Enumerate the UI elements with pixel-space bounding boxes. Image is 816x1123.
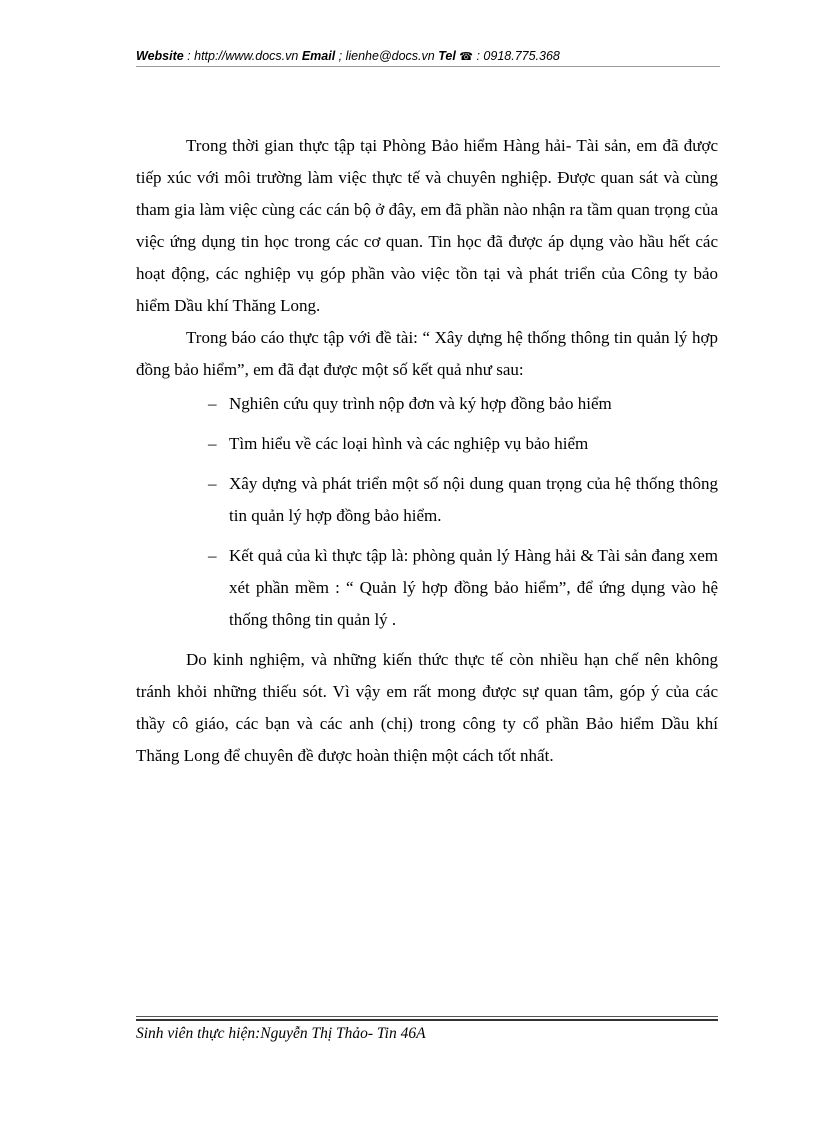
list-item xyxy=(136,540,718,636)
website-label: Website xyxy=(136,49,184,63)
list-item-text: Nghiên cứu quy trình nộp đơn và ký hợp đồng bảo hiểm xyxy=(229,394,612,413)
email-address: ; lienhe@docs.vn xyxy=(335,49,439,63)
page-header xyxy=(136,48,720,68)
phone-icon: ☎ xyxy=(459,51,473,63)
list-item-text: Tìm hiểu về các loại hình và các nghiệp vụ bảo hiểm xyxy=(229,434,589,453)
list-item xyxy=(136,388,718,420)
email-label: Email xyxy=(301,49,336,63)
document-body xyxy=(136,130,718,772)
paragraph-intro: Trong thời gian thực tập tại Phòng Bảo hiểm Hàng hải- Tài sản, em đã được tiếp xúc với môi trường làm việc thực tế và chuyên nghiệp. Được quan sát và cùng tham gia làm việc cùng các cán bộ ở đây, em đã phần nào nhận ra tầm quan trọng của việc ứng dụng tin học trong các cơ quan. Tin học đã được áp dụng vào hầu hết các hoạt động, các nghiệp vụ góp phần vào việc tồn tại và phát triển của Công ty bảo hiểm Dầu khí Thăng Long. xyxy=(136,136,718,315)
page-footer: Sinh viên thực hiện:Nguyễn Thị Thảo- Tin 46A xyxy=(136,1025,426,1042)
tel-label: Tel xyxy=(438,49,456,63)
bullet-dash: – xyxy=(208,394,217,413)
bullet-dash: – xyxy=(208,546,217,565)
footer-divider-thick xyxy=(136,1019,718,1021)
list-item xyxy=(136,468,718,532)
paragraph-report-topic: Trong báo cáo thực tập với đề tài: “ Xây dựng hệ thống thông tin quản lý hợp đồng bảo hiểm”, em đã đạt được một số kết quả như sau: xyxy=(136,328,718,379)
list-item xyxy=(136,428,718,460)
results-list xyxy=(136,388,718,636)
list-item-text: Xây dựng và phát triển một số nội dung quan trọng của hệ thống thông tin quản lý hợp đồng bảo hiểm. xyxy=(229,474,718,525)
bullet-dash: – xyxy=(208,474,217,493)
footer-divider-thin xyxy=(136,1016,718,1017)
header-divider xyxy=(136,66,720,67)
tel-number: : 0918.775.368 xyxy=(473,49,560,63)
website-url: : http://www.docs.vn xyxy=(183,49,302,63)
bullet-dash: – xyxy=(208,434,217,453)
list-item-text: Kết quả của kì thực tập là: phòng quản lý Hàng hải & Tài sản đang xem xét phần mềm : “ Quản lý hợp đồng bảo hiểm”, để ứng dụng vào hệ thống thông tin quản lý . xyxy=(229,546,718,629)
paragraph-closing: Do kinh nghiệm, và những kiến thức thực tế còn nhiều hạn chế nên không tránh khỏi những thiếu sót. Vì vậy em rất mong được sự quan tâm, góp ý của các thầy cô giáo, các bạn và các anh (chị) trong công ty cổ phần Bảo hiểm Dầu khí Thăng Long để chuyên đề được hoàn thiện một cách tốt nhất. xyxy=(136,650,718,765)
